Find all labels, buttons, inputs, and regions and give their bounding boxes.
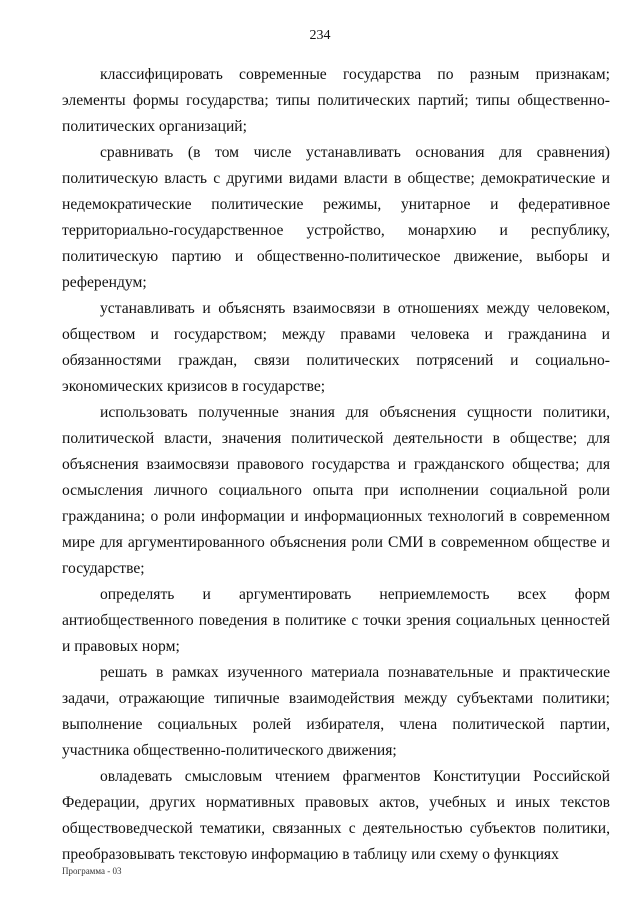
paragraph-antisocial: определять и аргументировать неприемлемость всех форм антиобщественного поведения в политике с точки зрения социальных ценностей и правовых норм;	[62, 586, 610, 655]
footer-program-code: Программа - 03	[62, 866, 122, 876]
paragraph-relationships: устанавливать и объяснять взаимосвязи в отношениях между человеком, обществом и государством; между правами человека и гражданина и обязанностями граждан, связи политических потрясений и социально-экономических кризисов в государстве;	[62, 300, 610, 395]
page-number: 234	[309, 28, 331, 43]
document-body	[62, 62, 610, 868]
paragraph-compare: сравнивать (в том числе устанавливать основания для сравнения) политическую власть с другими видами власти в обществе; демократические и недемократические политические режимы, унитарное и федеративное территориально-государственное устройство, монархию и республику, политическую партию и общественно-политическое движение, выборы и референдум;	[62, 144, 610, 291]
paragraph-solve-tasks: решать в рамках изученного материала познавательные и практические задачи, отражающие типичные взаимодействия между субъектами политики; выполнение социальных ролей избирателя, члена политической партии, участника общественно-политического движения;	[62, 664, 610, 759]
paragraph-reading: овладевать смысловым чтением фрагментов Конституции Российской Федерации, других нормативных правовых актов, учебных и иных текстов обществоведческой тематики, связанных с деятельностью субъектов политики, преобразовывать текстовую информацию в таблицу или схему о функциях	[62, 768, 610, 863]
paragraph-use-knowledge: использовать полученные знания для объяснения сущности политики, политической власти, значения политической деятельности в обществе; для объяснения взаимосвязи правового государства и гражданского общества; для осмысления личного социального опыта при исполнении социальной роли гражданина; о роли информации и информационных технологий в современном мире для аргументированного объяснения роли СМИ в современном обществе и государстве;	[62, 404, 610, 577]
paragraph-classify: классифицировать современные государства по разным признакам; элементы формы государства; типы политических партий; типы общественно-политических организаций;	[62, 66, 610, 135]
